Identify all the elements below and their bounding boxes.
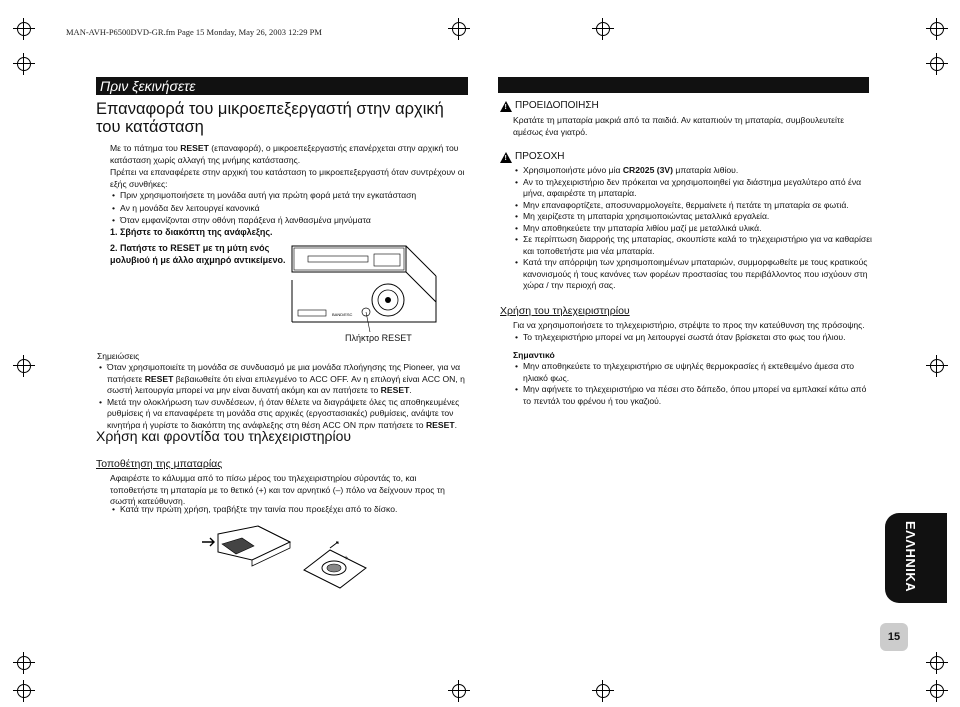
- registration-mark-icon: [448, 680, 470, 702]
- list-item: • Μην αποθηκεύετε το τηλεχειριστήριο σε υψηλές θερμοκρασίες ή εκτεθειμένο άμεσα στο ηλιακό φως.: [513, 361, 873, 384]
- registration-mark-icon: [13, 53, 35, 75]
- important-title: Σημαντικό: [513, 350, 555, 360]
- use-remote-title: Χρήση του τηλεχειριστηρίου: [500, 305, 630, 317]
- use-remote-text: Για να χρησιμοποιήσετε το τηλεχειριστήριο, στρέψτε το προς την κατεύθυνση της πρόσοψης.: [513, 320, 865, 330]
- reset-title: Επαναφορά του μικροεπεξεργαστή στην αρχική του κατάσταση: [96, 100, 444, 136]
- caution-list: [513, 165, 873, 292]
- list-item: • Όταν χρησιμοποιείτε τη μονάδα σε συνδυασμό με μια μονάδα πλοήγησης της Pioneer, για να πατήσετε RESET βεβαιωθείτε ότι είναι επιλεγμένο το ACC OFF. Αν η επιλογή είναι ACC ON, η σωστή λειτουργία μπορεί να μην είναι δυνατή ακόμη και αν πατήσετε το RESET.: [97, 362, 472, 397]
- list-item: • Μετά την ολοκλήρωση των συνδέσεων, ή όταν θέλετε να διαγράψετε όλες τις αποθηκευμένες ρυθμίσεις ή να επαναφέρετε τη μονάδα στις αρχικές (εργοστασιακές) ρυθμίσεις, ανάψτε τον κινητήρα ή γυρίστε το διακόπτη της ανάφλεξης στη θέση ACC ON πριν πατήσετε το RESET.: [97, 397, 472, 432]
- reset-figure-caption: Πλήκτρο RESET: [345, 333, 412, 343]
- list-item: • Αν η μονάδα δεν λειτουργεί κανονικά: [110, 202, 470, 215]
- list-item: • Αν το τηλεχειριστήριο δεν πρόκειται να χρησιμοποιηθεί για διάστημα μεγαλύτερο από ένα μήνα, αφαιρέστε τη μπαταρία.: [513, 177, 873, 200]
- page-number: 15: [880, 623, 908, 651]
- registration-mark-icon: [926, 355, 948, 377]
- band-esc-label: BAND/ESC: [332, 312, 353, 317]
- registration-mark-icon: [926, 18, 948, 40]
- step-1: 1. Σβήστε το διακόπτη της ανάφλεξης.: [110, 227, 273, 237]
- battery-text: Αφαιρέστε το κάλυμμα από το πίσω μέρος του τηλεχειριστηρίου σύροντάς το, και τοποθετήστε τη μπαταρία με το θετικό (+) και τον αρνητικό (–) πόλο να δείχνουν προς τη σωστή κατεύθυνση.: [110, 473, 445, 506]
- notes-title: Σημειώσεις: [97, 351, 140, 361]
- list-item: • Χρησιμοποιήστε μόνο μία CR2025 (3V) μπαταρία λιθίου.: [513, 165, 873, 177]
- registration-mark-icon: [13, 355, 35, 377]
- registration-mark-icon: [592, 18, 614, 40]
- registration-mark-icon: [592, 680, 614, 702]
- warning-text: Κρατάτε τη μπαταρία μακριά από τα παιδιά. Αν καταπιούν τη μπαταρία, συμβουλευτείτε αμέσως ένα γιατρό.: [513, 115, 845, 137]
- list-item: • Μην αποθηκεύετε την μπαταρία λιθίου μαζί με μεταλλικά υλικά.: [513, 223, 873, 235]
- caution-heading: [500, 151, 565, 163]
- list-item: • Το τηλεχειριστήριο μπορεί να μη λειτουργεί σωστά όταν βρίσκεται στο φως του ήλιου.: [513, 332, 878, 344]
- list-item: • Όταν εμφανίζονται στην οθόνη παράξενα ή λανθασμένα μηνύματα: [110, 214, 470, 227]
- use-remote-list: [513, 332, 878, 344]
- list-item: • Κατά την πρώτη χρήση, τραβήξτε την ταινία που προεξέχει από το δίσκο.: [110, 504, 450, 516]
- print-header: MAN-AVH-P6500DVD-GR.fm Page 15 Monday, May 26, 2003 12:29 PM: [66, 27, 322, 37]
- battery-title: Τοποθέτηση της μπαταρίας: [96, 458, 223, 470]
- reset-conditions-list: [110, 189, 470, 227]
- list-item: • Σε περίπτωση διαρροής της μπαταρίας, σκουπίστε καλά το τηλεχειριστήριο για να καθαρίσει και τοποθετήστε μια νέα μπαταρία.: [513, 234, 873, 257]
- right-header-bar: [498, 77, 869, 93]
- battery-insert-illustration: [300, 540, 370, 590]
- warning-title: ΠΡΟΕΙΔΟΠΟΙΗΣΗ: [515, 100, 599, 111]
- remote-title: Χρήση και φροντίδα του τηλεχειριστηρίου: [96, 428, 352, 444]
- warning-triangle-icon: !: [500, 101, 512, 112]
- reset-conditions-intro: Πρέπει να επαναφέρετε στην αρχική του κατάσταση το μικροεπεξεργαστή όταν συντρέχουν οι εξής συνθήκες:: [110, 167, 465, 189]
- notes-list: [97, 362, 472, 431]
- warning-triangle-icon: !: [500, 152, 512, 163]
- head-unit-illustration: [288, 240, 438, 332]
- registration-mark-icon: [448, 18, 470, 40]
- section-bar: Πριν ξεκινήσετε: [96, 77, 468, 95]
- plus-icon: +: [344, 555, 349, 562]
- registration-mark-icon: [926, 652, 948, 674]
- warning-heading: [500, 100, 599, 112]
- language-tab: ΕΛΛΗΝΙΚΑ: [885, 513, 947, 603]
- registration-mark-icon: [926, 680, 948, 702]
- registration-mark-icon: [13, 680, 35, 702]
- registration-mark-icon: [13, 652, 35, 674]
- list-item: • Μην αφήνετε το τηλεχειριστήριο να πέσει στο δάπεδο, όπου μπορεί να εμπλακεί κάτω από το πεντάλ του φρένου ή του γκαζιού.: [513, 384, 873, 407]
- registration-mark-icon: [926, 53, 948, 75]
- battery-bullet-list: [110, 504, 450, 516]
- important-list: [513, 361, 873, 407]
- caution-title: ΠΡΟΣΟΧΗ: [515, 151, 565, 162]
- reset-intro: Με το πάτημα του RESET (επαναφορά), ο μικροεπεξεργαστής επανέρχεται στην αρχική του κατάσταση χωρίς αλλαγή της μνήμης κατάστασης.: [110, 143, 459, 165]
- list-item: • Μη χειρίζεστε τη μπαταρία χρησιμοποιώντας μεταλλικά εργαλεία.: [513, 211, 873, 223]
- list-item: • Κατά την απόρριψη των χρησιμοποιημένων μπαταριών, συμμορφωθείτε με τους κρατικούς κανονισμούς ή τους κανόνες των φορέων προστασίας του περιβάλλοντος που ισχύουν στη χώρα / την περιοχή σας.: [513, 257, 873, 292]
- step-2: 2. Πατήστε το RESET με τη μύτη ενός μολυβιού ή με άλλο αιχμηρό αντικείμενο.: [110, 243, 286, 265]
- list-item: • Πριν χρησιμοποιήσετε τη μονάδα αυτή για πρώτη φορά μετά την εγκατάσταση: [110, 189, 470, 202]
- remote-cover-illustration: [198, 522, 298, 567]
- list-item: • Μην επαναφορτίζετε, αποσυναρμολογείτε, θερμαίνετε ή πετάτε τη μπαταρία σε φωτιά.: [513, 200, 873, 212]
- registration-mark-icon: [13, 18, 35, 40]
